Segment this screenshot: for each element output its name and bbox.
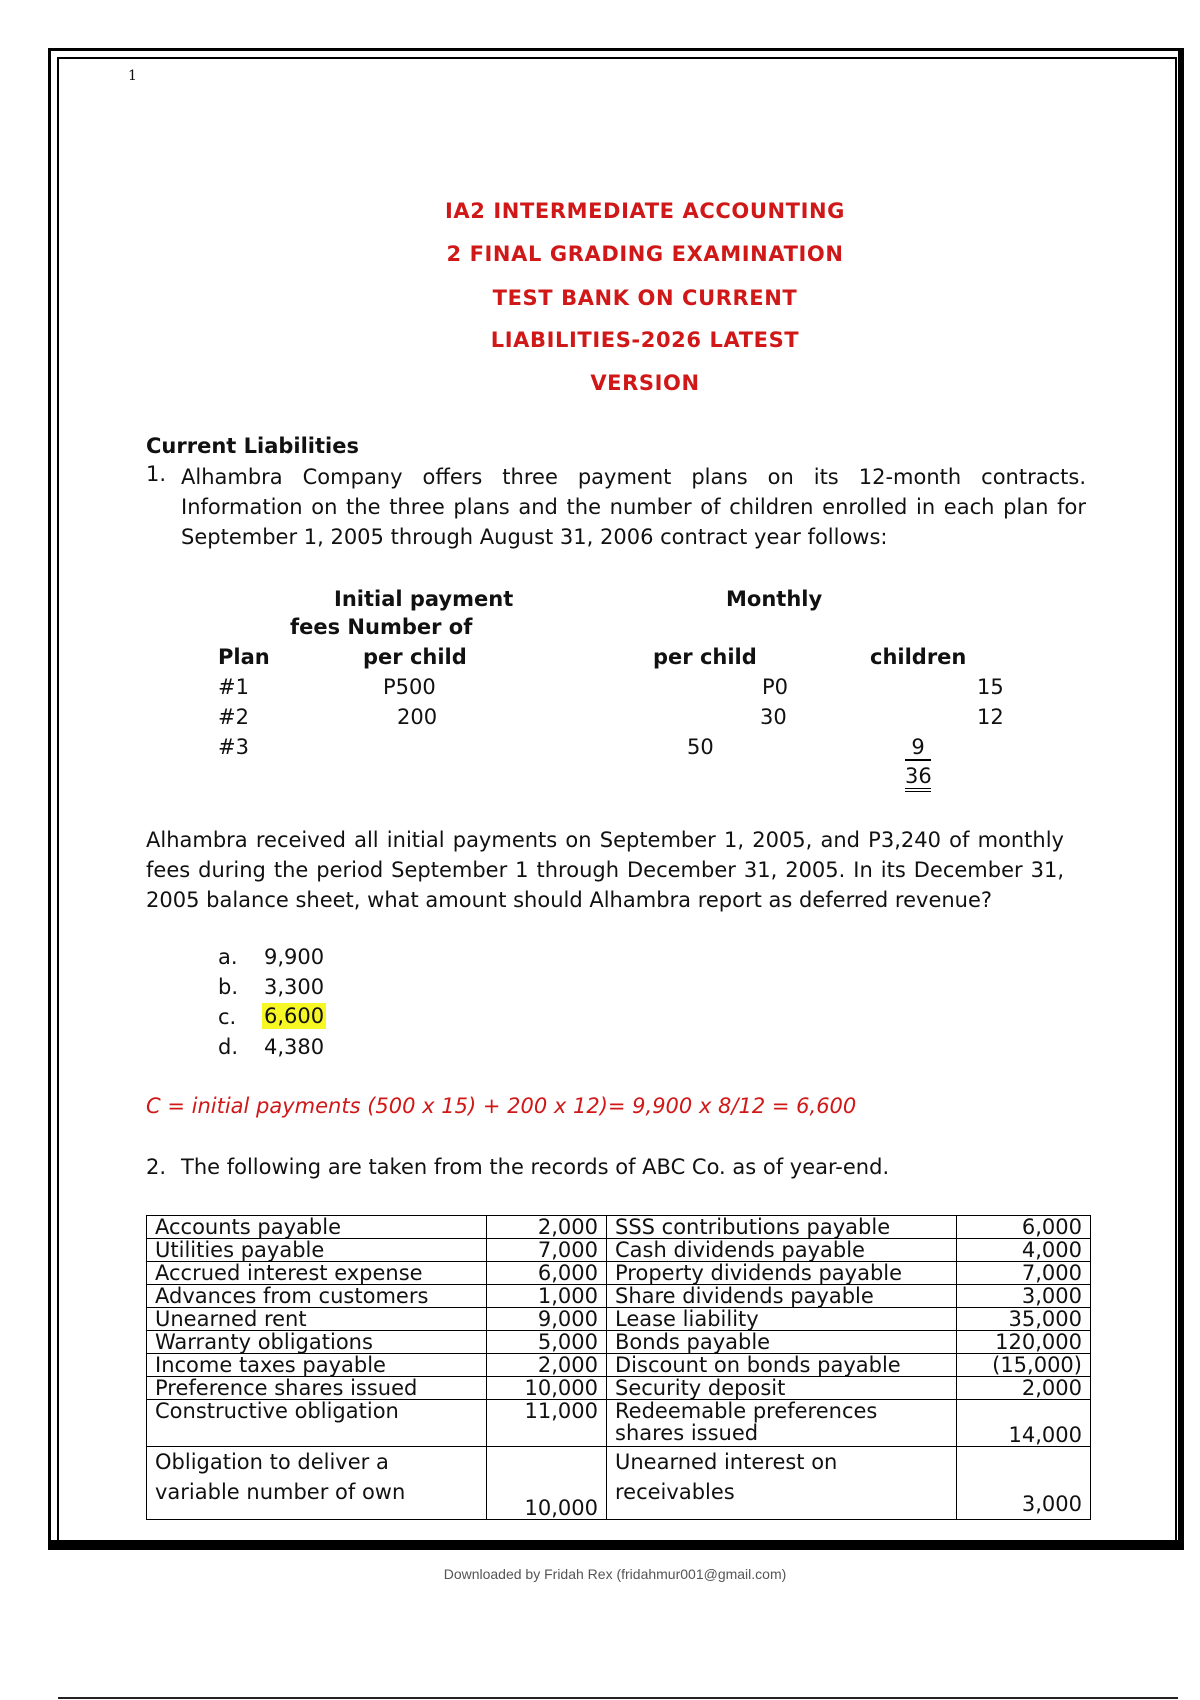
table-cell-value: 6,000 [957, 1216, 1091, 1239]
table-cell-value: 10,000 [487, 1447, 607, 1520]
table-cell-label: Lease liability [607, 1308, 957, 1331]
download-footer: Downloaded by Fridah Rex (fridahmur001@gmail.com) [443, 1566, 787, 1582]
choice-b-letter: b. [218, 975, 239, 999]
table-row [147, 1262, 1091, 1285]
header-children: children [870, 645, 967, 669]
table-cell-value: 9,000 [487, 1308, 607, 1331]
table-cell-label: Security deposit [607, 1377, 957, 1400]
header-monthly: Monthly [726, 587, 823, 611]
q2-number: 2. [146, 1155, 167, 1179]
q2-text: The following are taken from the records of ABC Co. as of year-end. [181, 1155, 890, 1179]
table-cell-value: 3,000 [957, 1285, 1091, 1308]
title-line-5: VERSION [590, 371, 700, 395]
table-cell-label: Constructive obligation [147, 1400, 487, 1447]
page-border-bottom [48, 1540, 1184, 1548]
section-heading: Current Liabilities [146, 434, 359, 458]
table-cell-value: 4,000 [957, 1239, 1091, 1262]
page-border-right [1178, 48, 1184, 1550]
q1-followup: Alhambra received all initial payments on September 1, 2005, and P3,240 of monthly fees during the period September 1 through December 31, 2005. In its December 31, 2005 balance sheet, what amount should Alhambra report as deferred revenue? [146, 828, 1064, 912]
plan-row-2-children: 12 [977, 705, 1004, 729]
table-cell-label: Cash dividends payable [607, 1239, 957, 1262]
table-cell-label: Preference shares issued [147, 1377, 487, 1400]
q1-number: 1. [146, 462, 167, 486]
plan-row-1-plan: #1 [218, 675, 249, 699]
table-cell-label: Bonds payable [607, 1331, 957, 1354]
bottom-rule [58, 1697, 1178, 1699]
header-initial-payment: Initial payment [334, 587, 514, 611]
table-cell-value: 3,000 [957, 1447, 1091, 1520]
q1-answer-solution: C = initial payments (500 x 15) + 200 x 12)= 9,900 x 8/12 = 6,600 [146, 1094, 857, 1118]
title-line-3: TEST BANK ON CURRENT [492, 286, 798, 310]
table-cell-value: 7,000 [487, 1239, 607, 1262]
table-cell-label: Utilities payable [147, 1239, 487, 1262]
table-row [147, 1447, 1091, 1520]
table-row [147, 1377, 1091, 1400]
choice-b-value: 3,300 [264, 975, 325, 999]
table-cell-label: Income taxes payable [147, 1354, 487, 1377]
plan-row-2-initial: 200 [397, 705, 438, 729]
table-cell-label: Accounts payable [147, 1216, 487, 1239]
plan-row-1-initial: P500 [383, 675, 436, 699]
choice-a-letter: a. [218, 945, 238, 969]
header-fees-number-of: fees Number of [290, 615, 473, 639]
table-cell-value: 11,000 [487, 1400, 607, 1447]
choice-d-value: 4,380 [264, 1035, 325, 1059]
table-cell-label: Unearned rent [147, 1308, 487, 1331]
table-cell-label: Unearned interest on receivables [607, 1447, 957, 1520]
choice-a-value: 9,900 [264, 945, 325, 969]
title-line-4: LIABILITIES-2026 LATEST [490, 328, 800, 352]
table-cell-value: 35,000 [957, 1308, 1091, 1331]
plan-row-2-plan: #2 [218, 705, 249, 729]
header-per-child-initial: per child [363, 645, 467, 669]
choice-d-letter: d. [218, 1035, 239, 1059]
table-cell-value: 10,000 [487, 1377, 607, 1400]
table-cell-value: 1,000 [487, 1285, 607, 1308]
table-row [147, 1354, 1091, 1377]
table-cell-value: (15,000) [957, 1354, 1091, 1377]
table-cell-value: 2,000 [487, 1216, 607, 1239]
plan-row-3-children: 9 [905, 735, 931, 761]
plan-row-2-monthly: 30 [760, 705, 787, 729]
table-cell-value: 120,000 [957, 1331, 1091, 1354]
plan-row-3-monthly: 50 [687, 735, 714, 759]
table-cell-label: Advances from customers [147, 1285, 487, 1308]
table-cell-label: Property dividends payable [607, 1262, 957, 1285]
table-cell-value: 14,000 [957, 1400, 1091, 1447]
table-row [147, 1308, 1091, 1331]
table-row [147, 1239, 1091, 1262]
table-cell-label: Warranty obligations [147, 1331, 487, 1354]
liabilities-table [146, 1215, 1091, 1520]
table-cell-value: 2,000 [957, 1377, 1091, 1400]
header-per-child-monthly: per child [653, 645, 757, 669]
table-cell-value: 5,000 [487, 1331, 607, 1354]
table-cell-label: Share dividends payable [607, 1285, 957, 1308]
plan-row-1-monthly: P0 [762, 675, 789, 699]
choice-c-value-highlighted: 6,600 [264, 1004, 325, 1028]
table-cell-label: Discount on bonds payable [607, 1354, 957, 1377]
header-plan: Plan [218, 645, 270, 669]
table-cell-label: Redeemable preferences shares issued [607, 1400, 957, 1447]
table-row [147, 1331, 1091, 1354]
table-cell-value: 2,000 [487, 1354, 607, 1377]
choice-c-letter: c. [218, 1005, 237, 1029]
table-cell-label: Obligation to deliver a variable number of own [147, 1447, 487, 1520]
plan-row-1-children: 15 [977, 675, 1004, 699]
table-cell-value: 7,000 [957, 1262, 1091, 1285]
table-cell-value: 6,000 [487, 1262, 607, 1285]
table-cell-label: Accrued interest expense [147, 1262, 487, 1285]
page-number: 1 [128, 68, 137, 84]
total-children: 36 [905, 764, 931, 792]
title-line-1: IA2 INTERMEDIATE ACCOUNTING [444, 199, 845, 223]
title-line-2: 2 FINAL GRADING EXAMINATION [446, 242, 844, 266]
table-cell-label: SSS contributions payable [607, 1216, 957, 1239]
plan-row-3-plan: #3 [218, 735, 249, 759]
q1-text: Alhambra Company offers three payment plans on its 12-month contracts. Information on the three plans and the number of children enrolled in each plan for September 1, 2005 through August 31, 2006 contract year follows: [181, 465, 1086, 549]
table-row [147, 1216, 1091, 1239]
table-row [147, 1285, 1091, 1308]
table-row [147, 1400, 1091, 1447]
